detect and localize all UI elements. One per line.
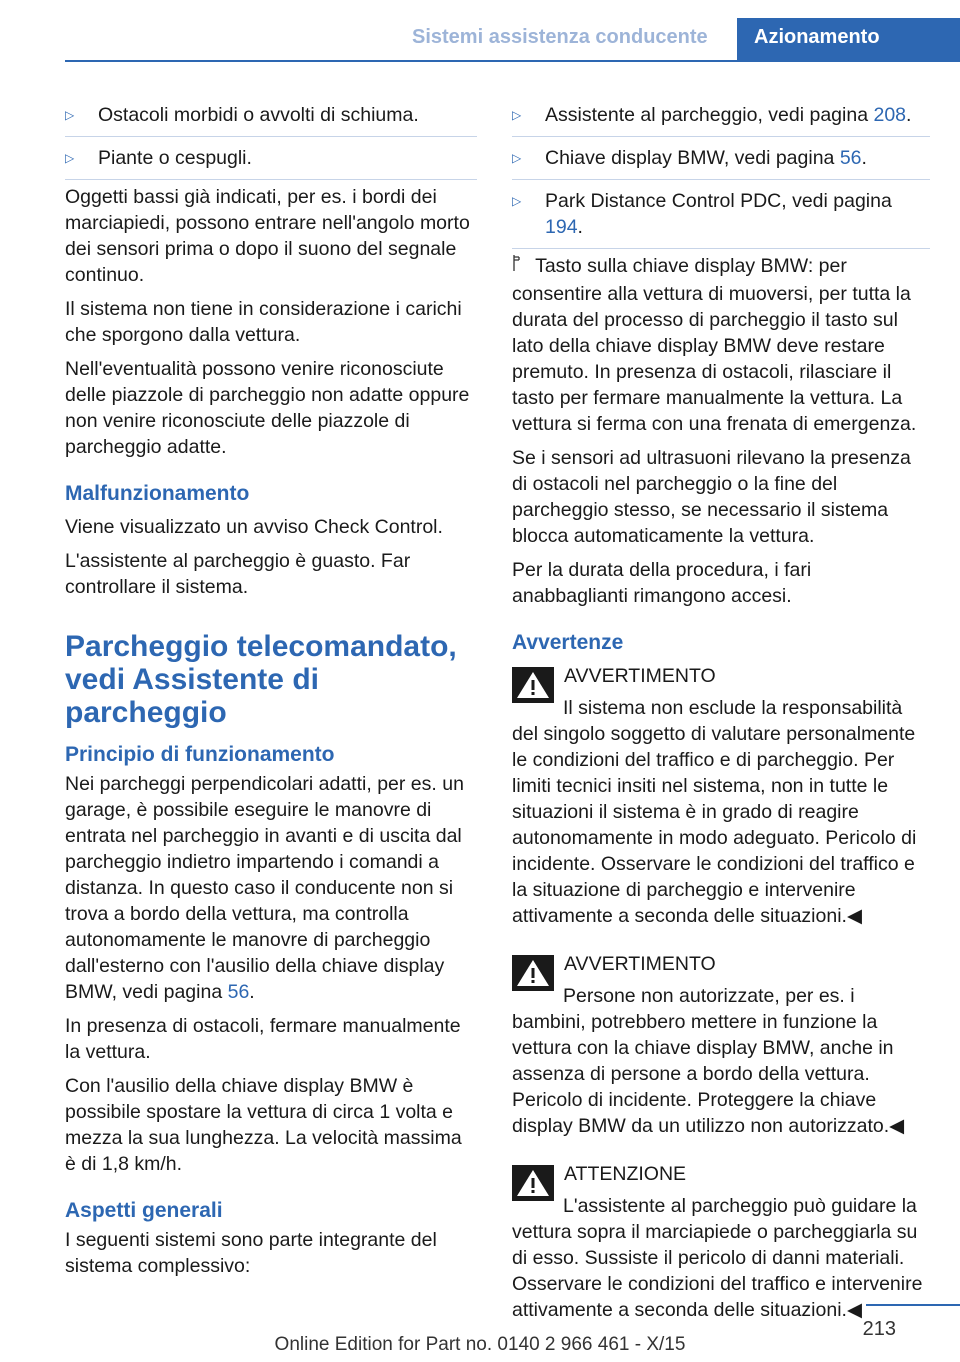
paragraph: Nei parcheggi perpendicolari adatti, per es. un garage, è possibile eseguire le manovre di entrata nel parcheggio in avanti e di uscita dal parcheggio indietro impartendo i comandi a distanza. In questo caso il conducente non si trova a bordo della vettura, ma controlla autonomamente le manovre di parcheggio dall'esterno con l'ausilio della chiave display BMW, vedi pagina 56. [65,773,464,1003]
warning-box [512,663,930,929]
list-item: ▷ Assistente al parcheggio, vedi pagina 208. [512,102,930,128]
paragraph: L'assistente al parcheggio è guasto. Far controllare il sistema. [65,550,411,598]
page-link[interactable]: 56 [839,147,862,169]
list-item: ▷ Chiave display BMW, vedi pagina 56. [512,145,930,171]
page-header [0,0,960,60]
paragraph: Oggetti bassi già indicati, per es. i bordi dei marciapiedi, possono entrare nell'angolo morto dei sensori prima o dopo il suono del segnale continuo. [65,186,470,286]
paragraph: I seguenti sistemi sono parte integrante del sistema complessivo: [65,1229,437,1277]
paragraph: Nell'eventualità possono venire riconosciute delle piazzole di parcheggio non adatte oppure non venire riconosciute delle piazzole di parcheggio adatte. [65,358,470,458]
warning-title: AVVERTIMENTO [564,665,716,687]
page-link[interactable]: 194 [545,216,578,238]
list-item: ▷ Piante o cespugli. [65,145,477,171]
key-button-icon [512,254,530,281]
header-section-tab[interactable]: Sistemi assistenza conducente [412,26,708,48]
caution-text: L'assistente al parcheggio può guidare la vettura sopra il marciapiede o parcheggiarla su di esso. Sussiste il pericolo di danni materiali. Osservare le condizioni del traffico e intervenire attivamente a seconda delle situazioni.◀ [512,1195,923,1321]
list-item: ▷ Park Distance Control PDC, vedi pagina 194. [512,188,930,240]
paragraph: Viene visualizzato un avviso Check Control. [65,516,443,538]
chapter-title: Parcheggio telecomandato, vedi Assistente di parcheggio [65,630,457,729]
list-divider [65,136,477,137]
warning-text: Persone non autorizzate, per es. i bambini, potrebbero mettere in funzione la vettura con la chiave display BMW, anche in assenza di persone a bordo della vettura. Pericolo di incidente. Proteggere la chiave display BMW da un utilizzo non autorizzato.◀ [512,985,905,1137]
paragraph: Se i sensori ad ultrasuoni rilevano la presenza di ostacoli nel parcheggio o la fine del parcheggio stesso, se necessario il sistema blocca automaticamente la vettura. [512,447,911,547]
right-column [512,102,930,1323]
warning-triangle-icon [512,1165,554,1201]
paragraph: Con l'ausilio della chiave display BMW è possibile spostare la vettura di circa 1 volta e mezza la sua lunghezza. La velocità massima è di 1,8 km/h. [65,1075,462,1175]
warning-text: Il sistema non esclude la responsabilità del singolo soggetto di valutare personalmente le condizioni del traffico e di parcheggio. Per limiti tecnici insiti nel sistema, non in tutte le situazioni il sistema è in grado di reagire autonomamente in modo adeguato. Pericolo di incidente. Osservare le condizioni del traffico e la situazione di parcheggio e intervenire attivamente a seconda delle situazioni.◀ [512,697,917,927]
warning-triangle-icon [512,955,554,991]
list-divider [512,179,930,180]
caution-box [512,1161,930,1323]
paragraph: Tasto sulla chiave display BMW: per consentire alla vettura di muoversi, per tutta la durata del processo di parcheggio il tasto sul lato della chiave display BMW deve restare premuto. In presenza di ostacoli, rilasciare il tasto per fermare manualmente la vettura. La vettura si ferma con una frenata di emergenza. [512,255,917,435]
list-divider [512,248,930,249]
paragraph: In presenza di ostacoli, fermare manualmente la vettura. [65,1015,461,1063]
warning-title: AVVERTIMENTO [564,953,716,975]
page-link[interactable]: 208 [873,104,907,126]
left-column [65,102,477,1287]
list-divider [512,136,930,137]
header-rule [65,60,960,62]
header-active-tab[interactable]: Azionamento [737,18,960,60]
page-number: 213 [862,1318,896,1340]
list-divider [65,179,477,180]
page-link[interactable]: 56 [227,981,250,1003]
heading-principio: Principio di funzionamento [65,743,335,766]
heading-aspetti-generali: Aspetti generali [65,1199,223,1222]
heading-avvertenze: Avvertenze [512,631,624,654]
list-item: ▷ Ostacoli morbidi o avvolti di schiuma. [65,102,477,128]
warning-box [512,951,930,1139]
warning-triangle-icon [512,667,554,703]
paragraph: Per la durata della procedura, i fari anabbaglianti rimangono accesi. [512,559,812,607]
edition-footer: Online Edition for Part no. 0140 2 966 461 - X/15 [274,1334,686,1355]
paragraph: Il sistema non tiene in considerazione i carichi che sporgono dalla vettura. [65,298,462,346]
heading-malfunzionamento: Malfunzionamento [65,482,250,505]
caution-title: ATTENZIONE [564,1163,687,1185]
footer-rule [866,1304,960,1306]
